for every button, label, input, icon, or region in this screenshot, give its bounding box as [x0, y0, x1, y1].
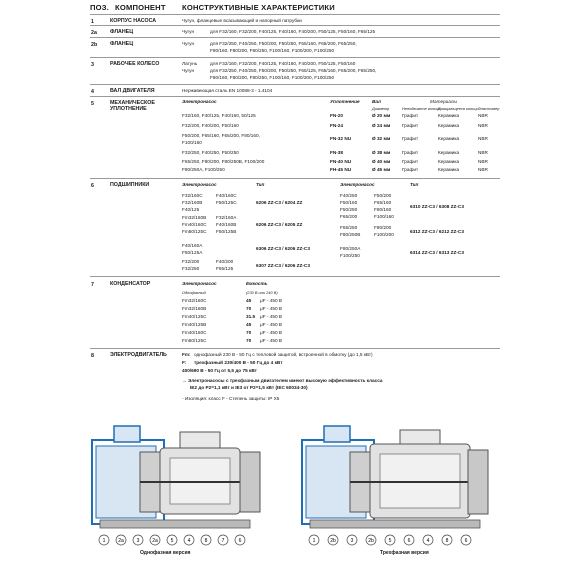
- seal-pumps: F32/250, F40/250, F50/250: [182, 150, 239, 155]
- callout-label: 8: [445, 537, 449, 544]
- row-material: Чугун: [182, 29, 195, 34]
- bearing-pump: F40/160C: [216, 193, 237, 198]
- col-subheader: Однофазный: [182, 290, 206, 295]
- callout-label: 6: [407, 537, 411, 544]
- seal-material: Графит: [402, 159, 419, 164]
- callout-label: 4: [426, 537, 430, 544]
- bearing-pump: F50/125C: [216, 200, 237, 205]
- col-header: Электронасос: [340, 182, 375, 187]
- bearing-pump: F50/250: [340, 207, 358, 212]
- col-header: Тип: [256, 182, 265, 187]
- bearing-pump: Fm40/160C: [182, 222, 207, 227]
- motor-text: 400/690 В - 50 Гц от 5,5 до 75 кВт: [182, 368, 257, 373]
- header-component: КОМПОНЕНТ: [115, 3, 166, 12]
- callout-label: 1: [312, 537, 316, 544]
- seal-pumps: F50/200, F65/160, F65/200, F80/160,: [182, 133, 260, 138]
- callout-label: 6: [464, 537, 468, 544]
- right-callouts: [309, 535, 471, 545]
- row-name: РАБОЧЕЕ КОЛЕСО: [110, 61, 160, 67]
- capacitor-unit: μF - 450 В: [260, 298, 282, 303]
- bearing-pump: F40/160A: [182, 243, 203, 248]
- seal-pumps: F32/160, F40/125, F40/160, 50/125: [182, 113, 256, 118]
- seal-pumps: F100/160: [182, 140, 202, 145]
- callout-label: 2a: [118, 537, 124, 544]
- row-pos: 7: [91, 282, 94, 288]
- callout-label: 5: [388, 537, 392, 544]
- bearing-pump: F50/200: [374, 193, 392, 198]
- right-caption: Трехфазная версия: [380, 550, 429, 556]
- capacitor-pump: Fm32/160B: [182, 306, 207, 311]
- capacitor-unit: μF - 450 В: [260, 330, 282, 335]
- row-name: КОНДЕНСАТОР: [110, 281, 151, 287]
- row-pos: 8: [91, 353, 94, 359]
- left-caption: Однофазная версия: [140, 550, 191, 556]
- row-pos: 4: [91, 89, 94, 95]
- bearing-pump: F65/125: [216, 266, 234, 271]
- row-pos: 1: [91, 19, 94, 25]
- capacitor-value: 70: [246, 306, 252, 311]
- motor-text: однофазный 230 В - 50 Гц с тепловой защитой, встроенной в обмотку (до 1,5 кВт): [194, 352, 373, 357]
- bearing-pump: F80/160: [374, 207, 392, 212]
- seal-code: FN-38: [330, 150, 344, 155]
- row-pos: 6: [91, 183, 94, 189]
- bearing-type: 6307 ZZ-C3 / 6206 ZZ-C3: [256, 263, 310, 268]
- bearing-pump: F100/250: [340, 253, 360, 258]
- callout-label: 2a: [152, 537, 158, 544]
- seal-shaft: Ø 40 мм: [372, 159, 391, 164]
- callout-label: 8: [204, 537, 208, 544]
- bearing-type: 6206 ZZ-C3 / 6205 ZZ: [256, 222, 303, 227]
- bearing-pump: F100/200: [374, 232, 394, 237]
- row-material: Чугун: [182, 41, 195, 46]
- capacitor-unit: μF - 450 В: [260, 306, 282, 311]
- row-text: F80/160, F80/200, F80/250, F100/160, F100/200, F100/250: [210, 75, 335, 80]
- row-name: ПОДШИПНИКИ: [110, 182, 150, 188]
- bearing-pump: F65/160: [374, 200, 392, 205]
- seal-material: NBR: [478, 113, 488, 118]
- capacitor-value: 45: [246, 322, 252, 327]
- bearing-type: 6310 ZZ-C3 / 6308 ZZ-C3: [410, 204, 464, 209]
- seal-material: NBR: [478, 159, 488, 164]
- motor-note: → Электронасосы с трехфазным двигателем имеют высокую эффективность класса: [182, 378, 383, 383]
- seal-pumps: F80/250A, F100/250: [182, 167, 225, 172]
- row-pos: 2b: [91, 42, 98, 48]
- seal-pumps: F65/250, F80/200, F80/250B, F100/200: [182, 159, 265, 164]
- seal-material: Графит: [402, 136, 419, 141]
- capacitor-value: 70: [246, 338, 252, 343]
- row-name: ЭЛЕКТРОДВИГАТЕЛЬ: [110, 352, 167, 358]
- row-text: Нержавеющая сталь EN 10088-3 - 1.4104: [182, 88, 273, 93]
- bearing-pump: Fm50/125C: [182, 229, 207, 234]
- col-header: Емкость: [246, 281, 268, 286]
- bearing-pump: F40/250: [340, 193, 358, 198]
- seal-material: NBR: [478, 150, 488, 155]
- bearing-pump: F50/160: [340, 200, 358, 205]
- col-subheader: Неподвижное кольцо: [402, 106, 441, 111]
- seal-shaft: Ø 45 мм: [372, 167, 391, 172]
- col-header: Электронасос: [182, 281, 217, 286]
- bearing-pump: Fm32/160B: [182, 215, 207, 220]
- seal-material: Графит: [402, 150, 419, 155]
- bearing-type: 6306 ZZ-C3 / 6206 ZZ-C3: [256, 246, 310, 251]
- row-text: Чугун, фланцевые всасывающий и напорный патрубки: [182, 18, 302, 23]
- col-header: Вал: [372, 99, 381, 104]
- bearing-pump: F32/160C: [182, 193, 203, 198]
- bearing-pump: F32/160A: [216, 215, 237, 220]
- capacitor-pump: Fm40/125B: [182, 322, 207, 327]
- seal-pumps: F32/200, F40/200, F50/160: [182, 123, 239, 128]
- seal-shaft: Ø 32 мм: [372, 136, 391, 141]
- bearing-type: 6314 ZZ-C3 / 6313 ZZ-C3: [410, 250, 464, 255]
- seal-material: Графит: [402, 167, 419, 172]
- seal-shaft: Ø 20 мм: [372, 113, 391, 118]
- left-callouts: [99, 535, 245, 545]
- seal-code: FH-45 NU: [330, 167, 352, 172]
- seal-code: FN-40 NU: [330, 159, 352, 164]
- row-text: для F32/250, F40/250, F50/200, F50/250, F65/160, F65/200, F65/250,: [210, 41, 357, 46]
- seal-material: Керамика: [438, 167, 460, 172]
- row-pos: 3: [91, 62, 94, 68]
- row-name: ВАЛ ДВИГАТЕЛЯ: [110, 88, 155, 94]
- bearing-pump: F80/250A: [340, 246, 361, 251]
- capacitor-pump: Fm40/125C: [182, 314, 207, 319]
- callout-label: 3: [350, 537, 354, 544]
- row-pos: 5: [91, 101, 94, 107]
- col-header: Тип: [410, 182, 419, 187]
- seal-material: Графит: [402, 123, 419, 128]
- seal-code: FN-20: [330, 113, 344, 118]
- bearing-pump: F32/250: [182, 266, 200, 271]
- capacitor-unit: μF - 450 В: [260, 322, 282, 327]
- row-name: УПЛОТНЕНИЕ: [110, 106, 147, 112]
- col-subheader: Эластомер: [478, 106, 500, 111]
- callout-label: 3: [136, 537, 140, 544]
- bearing-pump: F65/250: [340, 225, 358, 230]
- capacitor-pump: Fm50/125C: [182, 338, 207, 343]
- bearing-pump: F40/200: [216, 259, 234, 264]
- callout-label: 1: [102, 537, 106, 544]
- capacitor-value: 45: [246, 298, 252, 303]
- bearing-pump: F32/200: [182, 259, 200, 264]
- row-text: для F32/160, F32/200, F40/125, F40/160, F40/200, F50/125, F50/160: [210, 61, 356, 66]
- bearing-pump: F40/125: [182, 207, 200, 212]
- motor-text: трехфазный 230/400 В - 50 Гц до 4 кВт: [194, 360, 283, 365]
- capacitor-pump: Fm32/160C: [182, 298, 207, 303]
- seal-code: FN-24: [330, 123, 344, 128]
- capacitor-value: 70: [246, 330, 252, 335]
- single-phase-pump-drawing: [92, 426, 260, 528]
- row-pos: 2a: [91, 30, 97, 36]
- capacitor-unit: μF - 450 В: [260, 314, 282, 319]
- col-subheader: Вращающееся кольцо: [438, 106, 479, 111]
- seal-material: Керамика: [438, 136, 460, 141]
- bearing-pump: F50/125A: [182, 250, 203, 255]
- callout-label: 2b: [330, 537, 336, 544]
- bearing-type: 6312 ZZ-C3 / 6212 ZZ-C3: [410, 229, 464, 234]
- seal-material: Керамика: [438, 150, 460, 155]
- callout-label: 6: [238, 537, 242, 544]
- bearing-pump: F40/160B: [216, 222, 237, 227]
- row-text: F80/160, F80/200, F80/250, F100/160, F100/200, F100/250: [210, 48, 335, 53]
- capacitor-value: 31.5: [246, 314, 256, 319]
- bearing-pump: F65/200: [340, 214, 358, 219]
- bearing-pump: F80/250B: [340, 232, 361, 237]
- callout-label: 2b: [368, 537, 374, 544]
- callout-label: 4: [187, 537, 191, 544]
- col-header: Уплотнение: [330, 99, 360, 104]
- seal-shaft: Ø 38 мм: [372, 150, 391, 155]
- seal-material: Графит: [402, 113, 419, 118]
- motor-note: IE2 до P2=1,1 кВт и IE3 от P2=1,5 кВт (IEC 60034-30): [190, 385, 308, 390]
- callout-label: 7: [221, 537, 225, 544]
- col-subheader: (230 В или 240 В): [246, 290, 278, 295]
- motor-label: F:: [182, 360, 187, 365]
- seal-material: NBR: [478, 136, 488, 141]
- header-pos: ПОЗ.: [90, 3, 110, 12]
- col-header: Электронасос: [182, 99, 217, 104]
- seal-material: Керамика: [438, 113, 460, 118]
- seal-material: Керамика: [438, 123, 460, 128]
- capacitor-pump: Fm40/160C: [182, 330, 207, 335]
- row-text: для F32/250, F40/250, F50/200, F50/250, F65/125, F65/160, F65/200, F65/250,: [210, 68, 377, 73]
- seal-material: NBR: [478, 167, 488, 172]
- seal-material: Керамика: [438, 159, 460, 164]
- bearing-pump: F50/125B: [216, 229, 237, 234]
- callout-label: 5: [170, 537, 174, 544]
- bearing-type: 6206 ZZ-C3 / 6204 ZZ: [256, 200, 303, 205]
- row-name: МЕХАНИЧЕСКОЕ: [110, 100, 155, 106]
- seal-code: FN-32 NU: [330, 136, 352, 141]
- seal-material: NBR: [478, 123, 488, 128]
- motor-note: - Изоляция: класс F - Степень защиты: IP X5: [182, 396, 280, 401]
- seal-shaft: Ø 24 мм: [372, 123, 391, 128]
- three-phase-pump-drawing: [302, 426, 488, 528]
- row-name: ФЛАНЕЦ: [110, 41, 134, 47]
- header-characteristics: КОНСТРУКТИВНЫЕ ХАРАКТЕРИСТИКИ: [182, 3, 335, 12]
- row-material: Латунь: [182, 61, 198, 66]
- col-header: Электронасос: [182, 182, 217, 187]
- col-subheader: Диаметр: [372, 106, 390, 111]
- row-text: для F32/160, F32/200, F40/125, F40/160, F40/200, F50/125, F50/160, F65/125: [210, 29, 376, 34]
- capacitor-unit: μF - 450 В: [260, 338, 282, 343]
- row-material: Чугун: [182, 68, 195, 73]
- row-name: КОРПУС НАСОСА: [110, 18, 157, 24]
- row-name: ФЛАНЕЦ: [110, 29, 134, 35]
- col-header: Материалы: [430, 99, 457, 104]
- bearing-pump: F32/160B: [182, 200, 203, 205]
- bearing-pump: F80/200: [374, 225, 392, 230]
- motor-label: Fm:: [182, 352, 191, 357]
- bearing-pump: F100/160: [374, 214, 394, 219]
